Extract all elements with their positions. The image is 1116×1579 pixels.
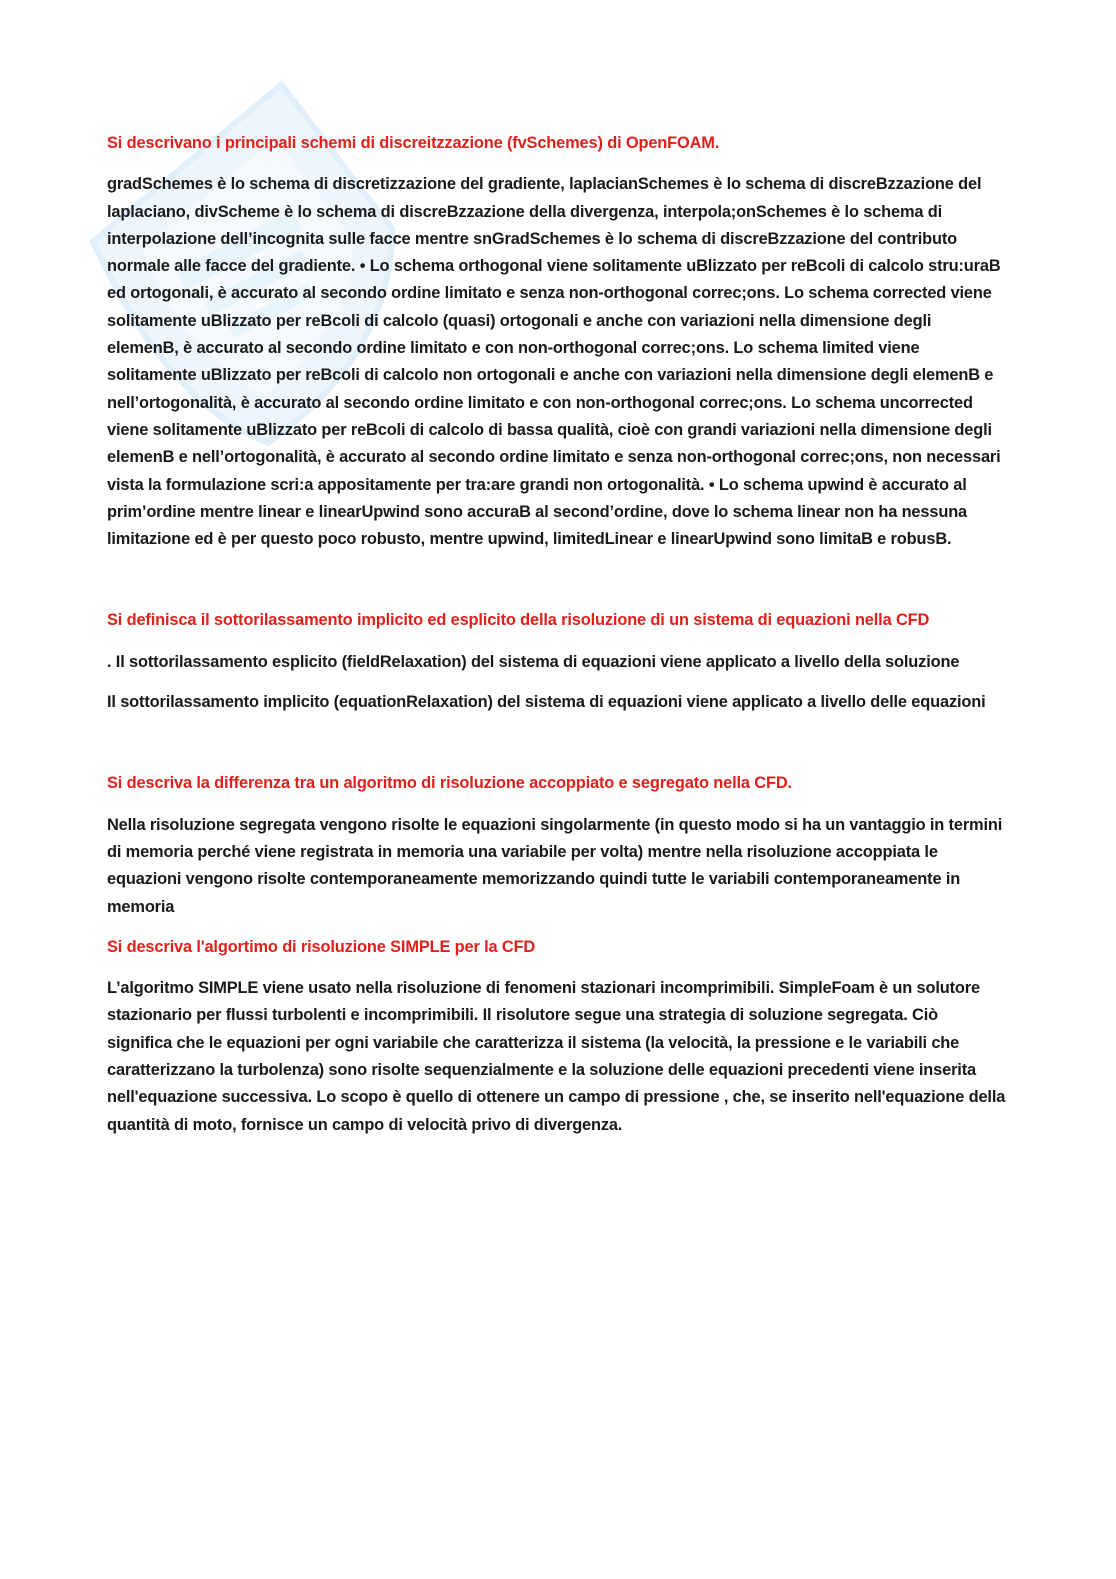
answer-paragraph: Il sottorilassamento implicito (equationRelaxation) del sistema di equazioni viene applicato a livello delle equazioni [107, 693, 986, 712]
question-heading: Si descriva la differenza tra un algoritmo di risoluzione accoppiato e segregato nella CFD. [107, 774, 792, 793]
question-heading: Si descrivano i principali schemi di discreitzzazione (fvSchemes) di OpenFOAM. [107, 134, 720, 152]
document-page [107, 130, 1007, 1139]
question-heading: Si definisca il sottorilassamento implicito ed esplicito della risoluzione di un sistema di equazioni nella CFD [107, 611, 930, 630]
answer-paragraph: Nella risoluzione segregata vengono risolte le equazioni singolarmente (in questo modo si ha un vantaggio in termini di memoria perché viene registrata in memoria una variabile per volta) mentre nella risoluzione accoppiata le equazioni vengono risolte contemporaneamente memorizzando quindi tutte le variabili contemporaneamente in memoria [107, 815, 1003, 916]
section-accoppiato-segregato [107, 770, 1007, 920]
section-sottorilassamento [107, 607, 1007, 716]
answer-paragraph: . Il sottorilassamento esplicito (fieldRelaxation) del sistema di equazioni viene applicato a livello della soluzione [107, 652, 960, 671]
answer-paragraph: gradSchemes è lo schema di discretizzazione del gradiente, laplacianSchemes è lo schema di discreBzzazione del laplaciano, divScheme è lo schema di discreBzzazione della divergenza, interpola;onSchemes è lo schema di interpolazione dell’incognita sulle facce mentre snGradSchemes è lo schema di discreBzzazione del contributo normale alle facce del gradiente. • Lo schema orthogonal viene solitamente uBlizzato per reBcoli di calcolo stru:uraB ed ortogonali, è accurato al secondo ordine limitato e senza non-orthogonal correc;ons. Lo schema corrected viene solitamente uBlizzato per reBcoli di calcolo (quasi) ortogonali e anche con variazioni nella dimensione degli elemenB, è accurato al secondo ordine limitato e con non-orthogonal correc;ons. Lo schema limited viene solitamente uBlizzato per reBcoli di calcolo non ortogonali e anche con variazioni nella dimensione degli elemenB e nell’ortogonalità, è accurato al secondo ordine limitato e con non-orthogonal correc;ons. Lo schema uncorrected viene solitamente uBlizzato per reBcoli di calcolo di bassa qualità, cioè con grandi variazioni nella dimensione degli elemenB e nell’ortogonalità, è accurato al secondo ordine limitato e senza non-orthogonal correc;ons, non necessari vista la formulazione scri:a appositamente per tra:are grandi non ortogonalità. • Lo schema upwind è accurato al prim’ordine mentre linear e linearUpwind sono accuraB al second’ordine, dove lo schema linear non ha nessuna limitazione ed è per questo poco robusto, mentre upwind, limitedLinear e linearUpwind sono limitaB e robusB. [107, 175, 1001, 549]
answer-paragraph: L’algoritmo SIMPLE viene usato nella risoluzione di fenomeni stazionari incomprimibili. SimpleFoam è un solutore stazionario per flussi turbolenti e incomprimibili. Il risolutore segue una strategia di soluzione segregata. Ciò significa che le equazioni per ogni variabile che caratterizza il sistema (la velocità, la pressione e le variabili che caratterizzano la turbolenza) sono risolte sequenzialmente e la soluzione delle equazioni precedenti viene inserita nell'equazione successiva. Lo scopo è quello di ottenere un campo di pressione , che, se inserito nell'equazione della quantità di moto, fornisce un campo di velocità privo di divergenza. [107, 979, 1006, 1134]
section-simple [107, 934, 1007, 1139]
question-heading: Si descriva l'algortimo di risoluzione SIMPLE per la CFD [107, 937, 536, 956]
section-fvschemes [107, 130, 1007, 553]
